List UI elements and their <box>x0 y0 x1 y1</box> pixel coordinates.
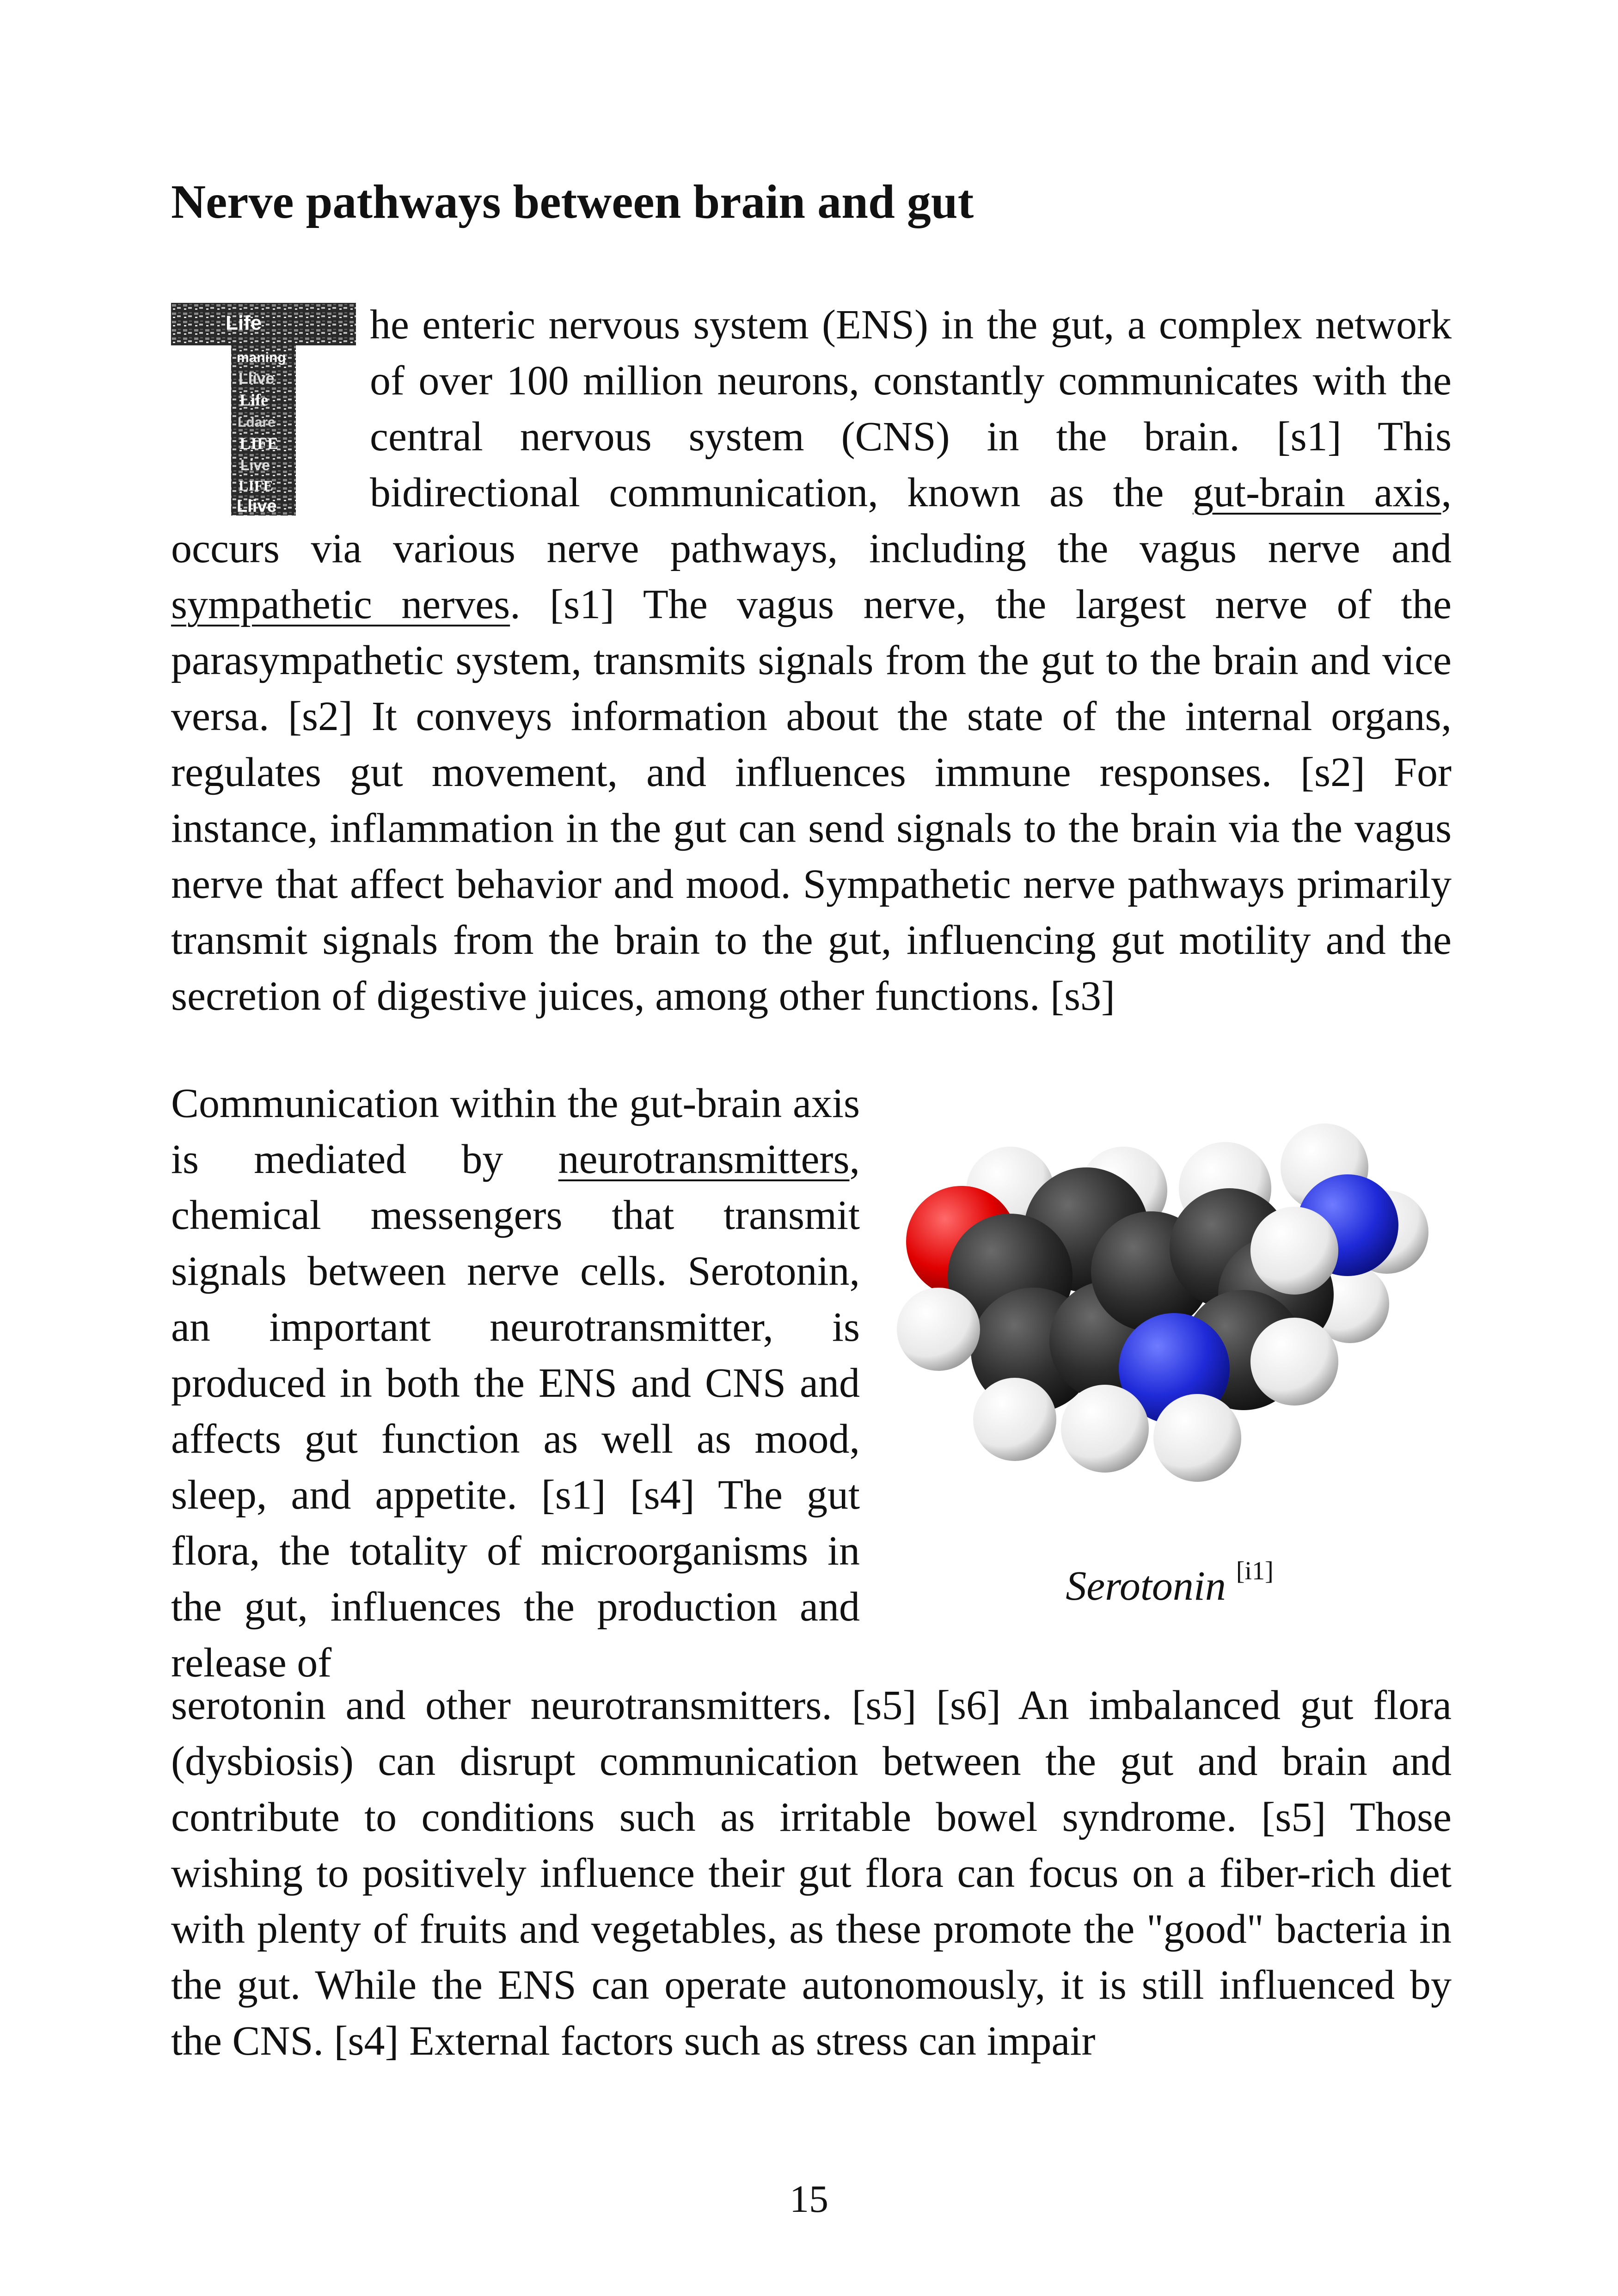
paragraph-2-start: Communication within the gut-brain axis is mediated by <box>171 1080 860 1182</box>
paragraph-2 <box>171 1075 860 1691</box>
paragraph-1 <box>171 297 1452 1024</box>
figure-caption-ref[interactable]: [i1] <box>1236 1557 1274 1585</box>
dropcap-word: LIFE <box>239 434 279 453</box>
paragraph-1-mid: , occurs via various nerve pathways, including the vagus nerve and <box>171 470 1452 571</box>
serotonin-molecule-image <box>892 1110 1447 1516</box>
paragraph-3-text: serotonin and other neurotransmitters. [s5] [s6] An imbalanced gut flora (dysbiosis) can disrupt communication between the gut and brain and contribute to conditions such as irritable bowel syndrome. [s5] Those wishing to positively influence their gut flora can focus on a fiber-rich diet with plenty of fruits and vegetables, as these promote the "good" bacteria in the gut. While the ENS can operate autonomously, it is still influenced by the CNS. [s4] External factors such as stress can impair <box>171 1682 1452 2064</box>
paragraph-2-rest: , chemical messengers that transmit signals between nerve cells. Serotonin, an important neurotransmitter, is produced in both the ENS and CNS and affects gut function as well as mood, sleep, and appetite. [s1] [s4] The gut flora, the totality of microorganisms in the gut, influences the production and release of <box>171 1136 860 1686</box>
molecule-atoms <box>897 1123 1428 1482</box>
dropcap-word: LIFE <box>239 477 273 494</box>
serotonin-figure <box>892 1110 1447 1627</box>
page-number: 15 <box>790 2178 828 2221</box>
link-gut-brain-axis[interactable]: gut-brain axis <box>1193 470 1441 516</box>
figure-caption <box>892 1558 1447 1607</box>
link-neurotransmitters[interactable]: neurotransmitters <box>558 1136 850 1182</box>
dropcap-word: Llive <box>237 497 277 516</box>
dropcap-word: Life <box>226 312 262 334</box>
paragraph-1-rest: . [s1] The vagus nerve, the largest nerve of the parasympathetic system, transmits signals from the gut to the brain and vice versa. [s2] It conveys information about the state of the internal organs, regulates gut movement, and influences immune responses. [s2] For instance, inflammation in the gut can send signals to the brain via the vagus nerve that affect behavior and mood. Sympathetic nerve pathways primarily transmit signals from the brain to the gut, influencing gut motility and the secretion of digestive juices, among other functions. [s3] <box>171 582 1452 1019</box>
dropcap-word: Live <box>240 457 270 473</box>
page-heading: Nerve pathways between brain and gut <box>171 175 974 228</box>
dropcap-word: Life <box>239 391 268 409</box>
dropcap-word: maning <box>237 350 286 365</box>
figure-caption-text: Serotonin <box>1066 1563 1226 1609</box>
paragraph-1-intro: he enteric nervous system (ENS) in the gut, a complex network of over 100 million neurons, constantly communicates with the central nervous system (CNS) in the brain. [s1] This bidirectional communication, known as the <box>370 302 1452 516</box>
dropcap-word: Ldare <box>238 415 276 430</box>
dropcap-word: Llive <box>239 370 275 387</box>
paragraph-3 <box>171 1677 1452 2069</box>
link-sympathetic-nerves[interactable]: sympathetic nerves <box>171 582 510 627</box>
